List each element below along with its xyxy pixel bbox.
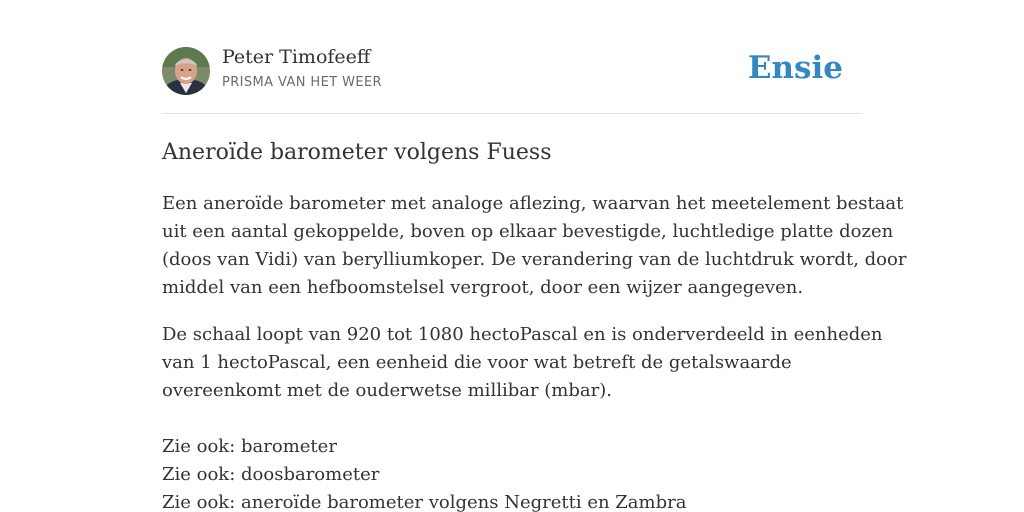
paragraph-2-line: De schaal loopt van 920 tot 1080 hectoPascal en is onderverdeeld in eenheden [162, 324, 883, 345]
see-also-link-doosbarometer[interactable]: doosbarometer [241, 464, 380, 485]
see-also-link-negretti-zambra[interactable]: aneroïde barometer volgens Negretti en Zambra [241, 492, 687, 512]
header-divider [162, 113, 862, 114]
paragraph-1-line: Een aneroïde barometer met analoge aflezing, waarvan het meetelement bestaat [162, 193, 904, 214]
paragraph-1-line: middel van een hefboomstelsel vergroot, door een wijzer aangegeven. [162, 277, 804, 298]
article-body [162, 190, 907, 512]
paragraph-gap [162, 302, 872, 321]
brand-logo[interactable]: Ensie [747, 50, 843, 86]
see-also-prefix: Zie ook: [162, 492, 242, 512]
paragraph-2-line: van 1 hectoPascal, een eenheid die voor wat betreft de getalswaarde [162, 352, 792, 373]
paragraph-2-line: overeenkomt met de ouderwetse millibar (mbar). [162, 380, 612, 401]
author-subtitle[interactable]: PRISMA VAN HET WEER [222, 75, 382, 90]
avatar-photo [162, 47, 210, 95]
see-also-prefix: Zie ook: [162, 464, 242, 485]
paragraph-1-line: uit een aantal gekoppelde, boven op elkaar bevestigde, luchtledige platte dozen [162, 221, 894, 242]
author-name[interactable]: Peter Timofeeff [222, 46, 371, 68]
author-header [162, 46, 862, 96]
see-also-link-barometer[interactable]: barometer [241, 436, 337, 457]
see-also-prefix: Zie ook: [162, 436, 242, 457]
see-also-item [162, 461, 872, 489]
paragraph-1-line: (doos van Vidi) van berylliumkoper. De verandering van de luchtdruk wordt, door [162, 249, 907, 270]
see-also-item [162, 489, 872, 512]
author-avatar[interactable] [162, 47, 210, 95]
blank-line [162, 405, 872, 433]
see-also-item [162, 433, 872, 461]
article-title: Aneroïde barometer volgens Fuess [162, 140, 552, 165]
